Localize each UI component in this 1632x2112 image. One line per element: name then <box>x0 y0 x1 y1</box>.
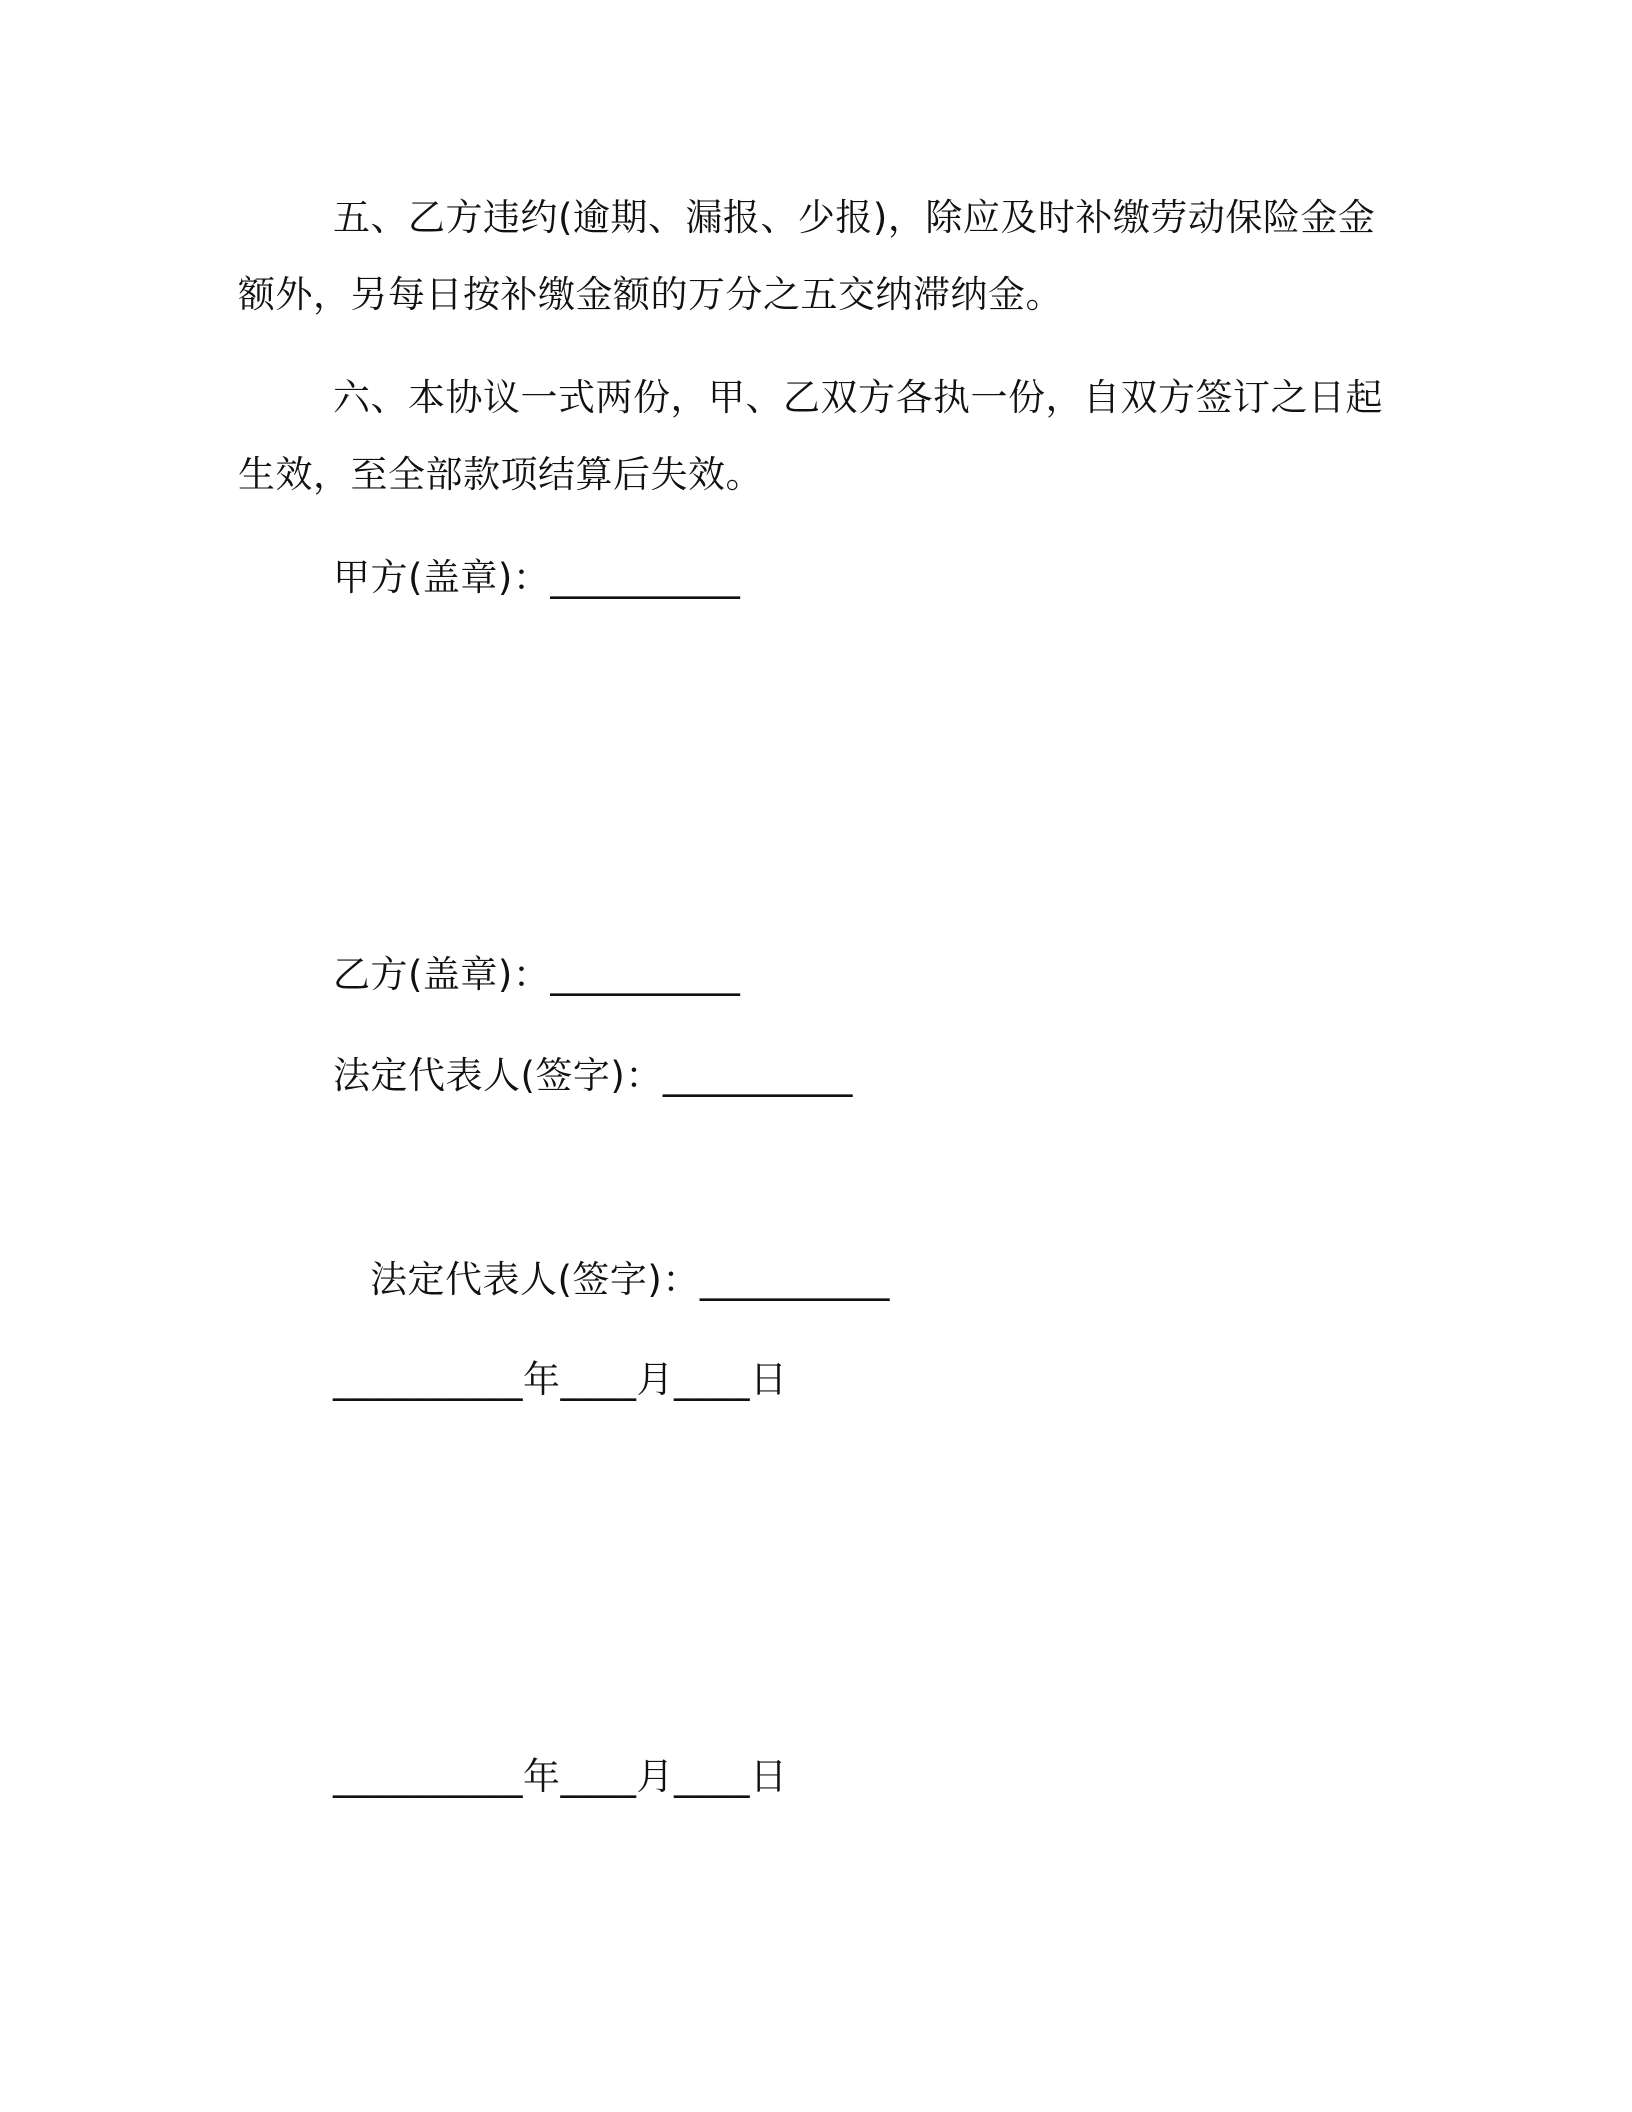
clause-5-line-1: 五、乙方违约(逾期、漏报、少报)，除应及时补缴劳动保险金金 <box>333 196 1376 239</box>
party-b-seal-line: 乙方(盖章)：__________ <box>333 953 741 996</box>
party-a-seal-line: 甲方(盖章)：__________ <box>333 556 741 599</box>
date-line-1: __________年____月____日 <box>333 1358 788 1401</box>
clause-6-line-2: 生效，至全部款项结算后失效。 <box>238 453 763 496</box>
date-line-2: __________年____月____日 <box>333 1755 788 1798</box>
legal-representative-line-2: 法定代表人(签字)：__________ <box>370 1258 890 1301</box>
clause-6-line-1: 六、本协议一式两份，甲、乙双方各执一份，自双方签订之日起 <box>333 376 1383 419</box>
legal-representative-line-1: 法定代表人(签字)：__________ <box>333 1054 853 1097</box>
clause-5-line-2: 额外，另每日按补缴金额的万分之五交纳滞纳金。 <box>238 273 1063 316</box>
